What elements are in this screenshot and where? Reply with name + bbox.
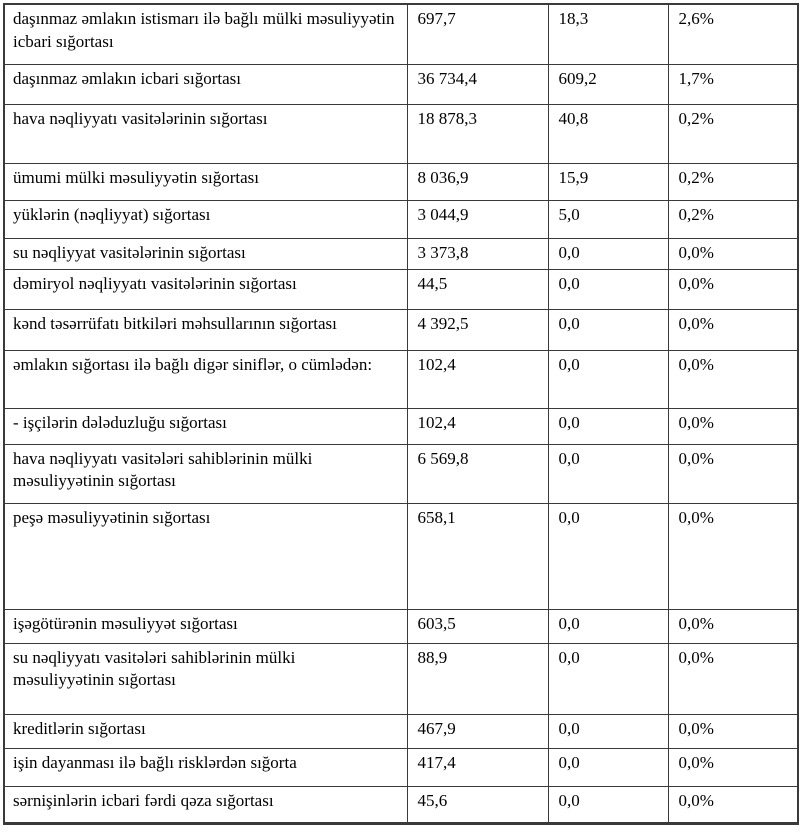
insurance-classes-table [3,3,799,825]
payout-value-cell: 15,9 [548,163,668,200]
table-row [4,163,798,200]
payout-value-cell: 0,0 [548,269,668,309]
payout-value-cell: 0,0 [548,609,668,643]
table-row [4,200,798,238]
table-row [4,238,798,269]
share-percent-cell: 0,0% [668,238,798,269]
payout-value-cell: 0,0 [548,408,668,444]
share-percent-cell: 0,2% [668,104,798,163]
insurance-class-label-cell: hava nəqliyyatı vasitələrinin sığortası [4,104,407,163]
payout-value-cell: 5,0 [548,200,668,238]
premium-value-cell: 8 036,9 [407,163,548,200]
share-percent-cell: 0,0% [668,269,798,309]
share-percent-cell: 0,0% [668,609,798,643]
table-row [4,643,798,714]
insurance-class-label-cell: hava nəqliyyatı vasitələri sahiblərinin mülki məsuliyyətinin sığortası [4,444,407,503]
insurance-class-label-cell: - işçilərin dələduzluğu sığortası [4,408,407,444]
share-percent-cell: 1,7% [668,64,798,104]
payout-value-cell: 0,0 [548,714,668,748]
insurance-table-body [4,4,798,823]
payout-value-cell: 0,0 [548,503,668,609]
table-row [4,444,798,503]
payout-value-cell: 0,0 [548,643,668,714]
premium-value-cell: 44,5 [407,269,548,309]
premium-value-cell: 697,7 [407,4,548,64]
premium-value-cell: 3 373,8 [407,238,548,269]
payout-value-cell: 0,0 [548,748,668,786]
premium-value-cell: 45,6 [407,786,548,823]
payout-value-cell: 18,3 [548,4,668,64]
payout-value-cell: 0,0 [548,444,668,503]
share-percent-cell: 0,0% [668,408,798,444]
premium-value-cell: 417,4 [407,748,548,786]
insurance-class-label-cell: işəgötürənin məsuliyyət sığortası [4,609,407,643]
payout-value-cell: 0,0 [548,309,668,350]
premium-value-cell: 4 392,5 [407,309,548,350]
premium-value-cell: 658,1 [407,503,548,609]
premium-value-cell: 88,9 [407,643,548,714]
payout-value-cell: 609,2 [548,64,668,104]
share-percent-cell: 0,2% [668,200,798,238]
premium-value-cell: 3 044,9 [407,200,548,238]
premium-value-cell: 102,4 [407,408,548,444]
table-row [4,309,798,350]
insurance-class-label-cell: sərnişinlərin icbari fərdi qəza sığortası [4,786,407,823]
table-row [4,350,798,408]
share-percent-cell: 0,0% [668,350,798,408]
insurance-class-label-cell: işin dayanması ilə bağlı risklərdən sığorta [4,748,407,786]
premium-value-cell: 6 569,8 [407,444,548,503]
table-row [4,748,798,786]
share-percent-cell: 0,0% [668,786,798,823]
premium-value-cell: 102,4 [407,350,548,408]
payout-value-cell: 0,0 [548,786,668,823]
share-percent-cell: 0,0% [668,444,798,503]
insurance-class-label-cell: dəmiryol nəqliyyatı vasitələrinin sığortası [4,269,407,309]
table-row [4,64,798,104]
premium-value-cell: 18 878,3 [407,104,548,163]
insurance-class-label-cell: ümumi mülki məsuliyyətin sığortası [4,163,407,200]
share-percent-cell: 0,0% [668,643,798,714]
premium-value-cell: 603,5 [407,609,548,643]
table-row [4,786,798,823]
insurance-class-label-cell: kreditlərin sığortası [4,714,407,748]
table-row [4,503,798,609]
share-percent-cell: 0,0% [668,309,798,350]
insurance-class-label-cell: su nəqliyyatı vasitələri sahiblərinin mülki məsuliyyətinin sığortası [4,643,407,714]
table-row [4,4,798,64]
insurance-class-label-cell: kənd təsərrüfatı bitkiləri məhsullarının sığortası [4,309,407,350]
insurance-class-label-cell: yüklərin (nəqliyyat) sığortası [4,200,407,238]
share-percent-cell: 2,6% [668,4,798,64]
payout-value-cell: 0,0 [548,350,668,408]
share-percent-cell: 0,2% [668,163,798,200]
payout-value-cell: 0,0 [548,238,668,269]
payout-value-cell: 40,8 [548,104,668,163]
insurance-class-label-cell: su nəqliyyat vasitələrinin sığortası [4,238,407,269]
premium-value-cell: 36 734,4 [407,64,548,104]
insurance-class-label-cell: daşınmaz əmlakın icbari sığortası [4,64,407,104]
insurance-class-label-cell: daşınmaz əmlakın istismarı ilə bağlı mülki məsuliyyətin icbari sığortası [4,4,407,64]
premium-value-cell: 467,9 [407,714,548,748]
share-percent-cell: 0,0% [668,748,798,786]
insurance-class-label-cell: peşə məsuliyyətinin sığortası [4,503,407,609]
insurance-class-label-cell: əmlakın sığortası ilə bağlı digər siniflər, o cümlədən: [4,350,407,408]
table-row [4,714,798,748]
table-row [4,104,798,163]
table-row [4,269,798,309]
share-percent-cell: 0,0% [668,503,798,609]
share-percent-cell: 0,0% [668,714,798,748]
table-row [4,408,798,444]
table-row [4,609,798,643]
